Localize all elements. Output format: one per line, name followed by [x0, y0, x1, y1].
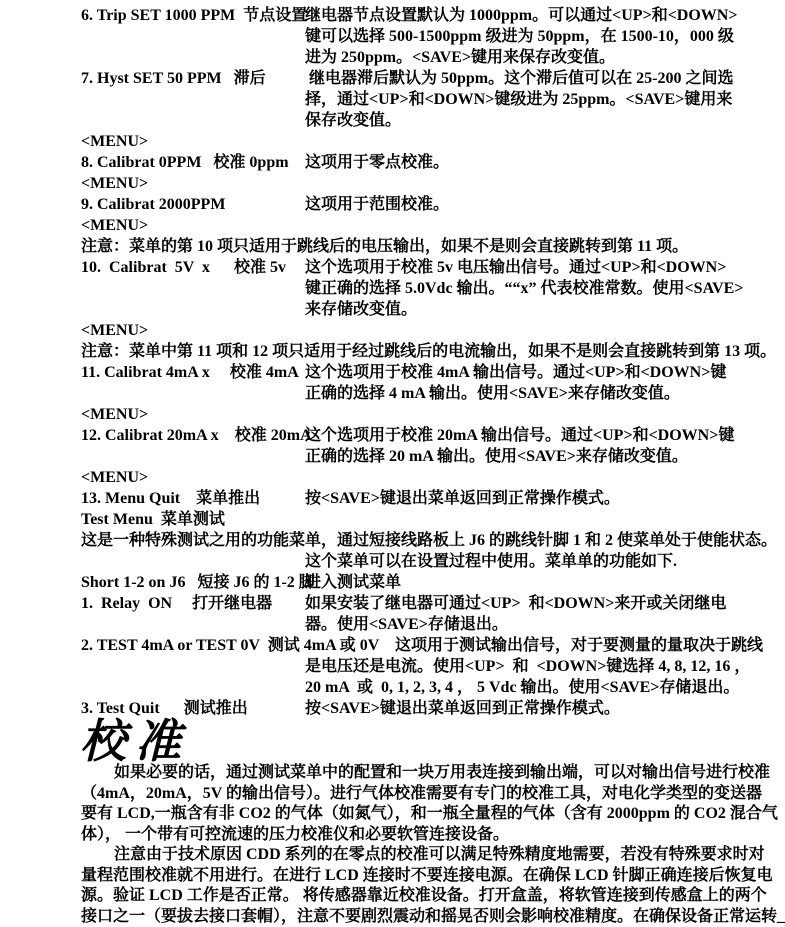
- text-line: [0, 572, 779, 593]
- section-heading-calibration: 校准: [0, 719, 779, 763]
- line-term: 7. Hyst SET 50 PPM 滞后: [81, 70, 266, 87]
- line-description: 继电器滞后默认为 50ppm。这个滞后值可以在 25-200 之间选: [305, 68, 733, 89]
- line-term: 13. Menu Quit 菜单推出: [81, 490, 260, 507]
- text-line: 注意：菜单的第 10 项只适用于跳线后的电压输出，如果不是则会直接跳转到第 11 项。: [0, 236, 779, 257]
- manual-text: [0, 5, 779, 927]
- text-line: 体）， 一个带有可控流速的压力校准仪和必要软管连接设备。: [0, 825, 779, 846]
- text-line: [0, 362, 779, 383]
- line-description: 如果安装了继电器可通过<UP> 和<DOWN>来开或关闭继电: [305, 593, 726, 614]
- text-line: Test Menu 菜单测试: [0, 509, 779, 530]
- text-line: <MENU>: [0, 404, 779, 425]
- line-term: 11. Calibrat 4mA x 校准 4mA: [81, 364, 299, 381]
- text-line: 正确的选择 20 mA 输出。使用<SAVE>来存储改变值。: [0, 446, 779, 467]
- text-line: <MENU>: [0, 131, 779, 152]
- text-line: 这是一种特殊测试之用的功能菜单，通过短接线路板上 J6 的跳线针脚 1 和 2 使菜单处于使能状态。: [0, 530, 779, 551]
- line-description: 这个选项用于校准 20mA 输出信号。通过<UP>和<DOWN>键: [305, 425, 734, 446]
- text-line: 这个菜单可以在设置过程中使用。菜单单的功能如下.: [0, 551, 779, 572]
- text-line: 2. TEST 4mA or TEST 0V 测试 4mA 或 0V 这项用于测试输出信号，对于要测量的量取决于跳线: [0, 635, 779, 656]
- line-description: 进入测试菜单: [305, 572, 401, 593]
- line-description: 这项用于范围校准。: [305, 194, 449, 215]
- line-term: Short 1-2 on J6 短接 J6 的 1-2 脚: [81, 574, 315, 591]
- line-term: 10. Calibrat 5V x 校准 5v: [81, 259, 286, 276]
- text-line: 键可以选择 500-1500ppm 级进为 50ppm，在 1500-10，000 级: [0, 26, 779, 47]
- text-line: 是电压还是电流。使用<UP> 和 <DOWN>键选择 4, 8, 12, 16 ，: [0, 656, 779, 677]
- text-line: <MENU>: [0, 173, 779, 194]
- text-line: [0, 194, 779, 215]
- text-line: 来存储改变值。: [0, 299, 779, 320]
- text-line: 保存改变值。: [0, 110, 779, 131]
- line-term: 1. Relay ON 打开继电器: [81, 595, 272, 612]
- text-line: [0, 5, 779, 26]
- line-term: 3. Test Quit 测试推出: [81, 700, 248, 717]
- text-line: 要有 LCD,一瓶含有非 CO2 的气体（如氮气），和一瓶全量程的气体（含有 2000ppm 的 CO2 混合气: [0, 804, 779, 825]
- text-line: 注意：菜单中第 11 项和 12 项只适用于经过跳线后的电流输出，如果不是则会直接跳转到第 13 项。: [0, 341, 779, 362]
- text-line: <MENU>: [0, 467, 779, 488]
- line-term: 6. Trip SET 1000 PPM 节点设置: [81, 7, 307, 24]
- text-line: 择，通过<UP>和<DOWN>键级进为 25ppm。<SAVE>键用来: [0, 89, 779, 110]
- text-line: <MENU>: [0, 320, 779, 341]
- text-line: [0, 593, 779, 614]
- text-line: [0, 152, 779, 173]
- text-line: 注意由于技术原因 CDD 系列的在零点的校准可以满足特殊精度地需要，若没有特殊要求时对: [0, 845, 779, 866]
- text-line: 进为 250ppm。<SAVE>键用来保存改变值。: [0, 47, 779, 68]
- line-description: 按<SAVE>键退出菜单返回到正常操作模式。: [305, 698, 620, 719]
- line-term: 12. Calibrat 20mA x 校准 20mA: [81, 427, 312, 444]
- line-description: 这个选项用于校准 4mA 输出信号。通过<UP>和<DOWN>键: [305, 362, 726, 383]
- text-line: [0, 488, 779, 509]
- line-description: 继电器节点设置默认为 1000ppm。可以通过<UP>和<DOWN>: [305, 5, 737, 26]
- line-term: 8. Calibrat 0PPM 校准 0ppm: [81, 154, 289, 171]
- text-line: 接口之一（要拔去接口套帽），注意不要剧烈震动和摇晃否则会影响校准精度。在确保设备正常运转_: [0, 907, 779, 927]
- text-line: 正确的选择 4 mA 输出。使用<SAVE>来存储改变值。: [0, 383, 779, 404]
- line-description: 这项用于零点校准。: [305, 152, 449, 173]
- text-line: <MENU>: [0, 215, 779, 236]
- line-term: 9. Calibrat 2000PPM: [81, 196, 225, 213]
- text-line: [0, 68, 779, 89]
- text-line: 如果必要的话，通过测试菜单中的配置和一块万用表连接到输出端，可以对输出信号进行校准: [0, 763, 779, 784]
- text-line: 20 mA 或 0, 1, 2, 3, 4 ， 5 Vdc 输出。使用<SAVE>存储退出。: [0, 677, 779, 698]
- text-line: 键正确的选择 5.0Vdc 输出。““x” 代表校准常数。使用<SAVE>: [0, 278, 779, 299]
- line-description: 按<SAVE>键退出菜单返回到正常操作模式。: [305, 488, 620, 509]
- text-line: 源。验证 LCD 工作是否正常。 将传感器靠近校准设备。打开盒盖，将软管连接到传感盒上的两个: [0, 886, 779, 907]
- text-line: 器。使用<SAVE>存储退出。: [0, 614, 779, 635]
- text-line: [0, 257, 779, 278]
- line-description: 这个选项用于校准 5v 电压输出信号。通过<UP>和<DOWN>: [305, 257, 726, 278]
- text-line: 量程范围校准就不用进行。在进行 LCD 连接时不要连接电源。在确保 LCD 针脚正确连接后恢复电: [0, 866, 779, 887]
- text-line: [0, 425, 779, 446]
- text-line: （4mA，20mA，5V 的输出信号）。进行气体校准需要有专门的校准工具，对电化学类型的变送器: [0, 784, 779, 805]
